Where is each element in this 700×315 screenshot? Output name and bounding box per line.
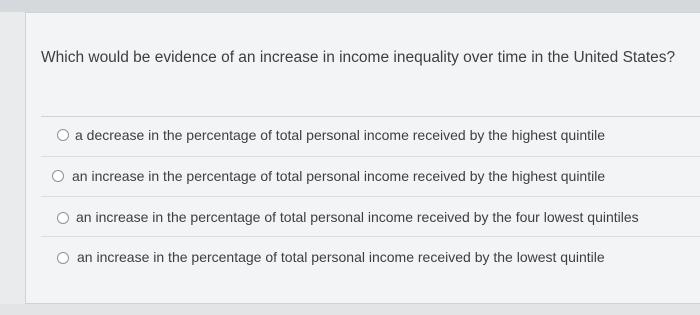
radio-button[interactable] [57, 212, 69, 224]
answer-option[interactable] [41, 237, 700, 277]
question-card [25, 12, 700, 304]
answer-option-label[interactable]: a decrease in the percentage of total personal income received by the highest quintile [75, 127, 606, 143]
answer-option-label[interactable]: an increase in the percentage of total personal income received by the highest quintile [72, 168, 606, 184]
top-band [0, 0, 700, 12]
answer-option[interactable] [41, 157, 700, 197]
answer-option-label[interactable]: an increase in the percentage of total personal income received by the four lowest quintiles [76, 209, 639, 225]
question-text: Which would be evidence of an increase in income inequality over time in the United States? [41, 49, 676, 66]
radio-button[interactable] [57, 252, 69, 264]
answer-option-label[interactable]: an increase in the percentage of total personal income received by the lowest quintile [77, 249, 605, 265]
radio-button[interactable] [52, 170, 64, 182]
answer-option[interactable] [41, 197, 700, 237]
answer-option[interactable] [41, 117, 700, 157]
bottom-band [0, 304, 700, 315]
radio-button[interactable] [57, 129, 69, 141]
answer-options [41, 117, 700, 277]
